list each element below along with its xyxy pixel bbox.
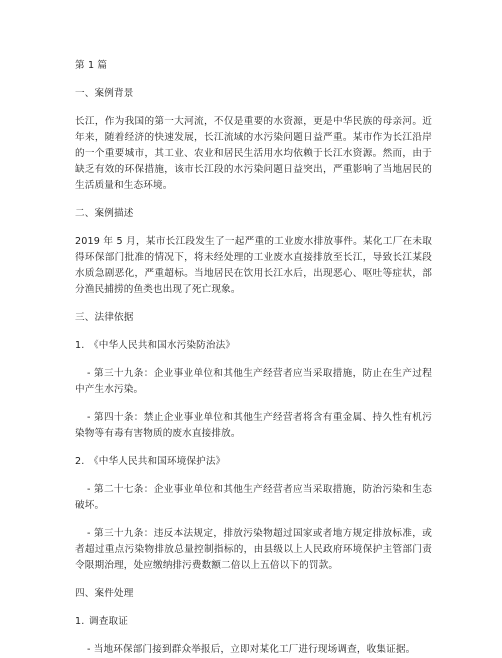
law-title: 《中华人民共和国环境保护法》 xyxy=(89,456,226,467)
list-number: 1. xyxy=(75,340,85,351)
law-article-bullet: - 第三十九条：违反本法规定，排放污染物超过国家或者地方规定排放标准，或者超过重点污染物排放总量控制指标的，由县级以上人民政府环境保护主管部门责令限期治理，处应缴纳排污费数额二倍以上五倍以下的罚款。 xyxy=(75,528,432,571)
law-article-bullet: - 第三十九条：企业事业单位和其他生产经营者应当采取措施，防止在生产过程中产生水污染。 xyxy=(75,368,432,395)
paragraph-background: 长江，作为我国的第一大河流，不仅是重要的水资源，更是中华民族的母亲河。近年来，随着经济的快速发展，长江流域的水污染问题日益严重。某市作为长江沿岸的一个重要城市，其工业、农业和居民生活用水均依赖于长江水资源。然而，由于缺乏有效的环保措施，该市长江段的水污染问题日益突出，严重影响了当地居民的生活质量和生态环境。 xyxy=(75,116,432,191)
law-article-bullet: - 第二十七条：企业事业单位和其他生产经营者应当采取措施，防治污染和生态破坏。 xyxy=(75,484,432,511)
procedure-title: 调查取证 xyxy=(89,616,128,627)
page-label: 第 1 篇 xyxy=(75,60,108,71)
law-title: 《中华人民共和国水污染防治法》 xyxy=(89,340,236,351)
law-item-environmental-protection xyxy=(75,454,432,470)
section-heading-description: 二、案例描述 xyxy=(75,208,134,219)
paragraph-description: 2019 年 5 月，某市长江段发生了一起严重的工业废水排放事件。某化工厂在未取得环保部门批准的情况下，将未经处理的工业废水直接排放至长江，导致长江某段水质急剧恶化，严重超标。当地居民在饮用长江水后，出现恶心、呕吐等症状，部分渔民捕捞的鱼类也出现了死亡现象。 xyxy=(75,236,432,295)
section-heading-legal-basis: 三、法律依据 xyxy=(75,312,134,323)
list-number: 1. xyxy=(75,616,85,627)
section-heading-background: 一、案例背景 xyxy=(75,88,134,99)
law-item-water-pollution xyxy=(75,338,432,354)
procedure-item-investigation xyxy=(75,614,432,630)
law-article-bullet: - 第四十条：禁止企业事业单位和其他生产经营者将含有重金属、持久性有机污染物等有毒有害物质的废水直接排放。 xyxy=(75,412,432,439)
section-heading-case-handling: 四、案件处理 xyxy=(75,588,134,599)
procedure-bullet: - 当地环保部门接到群众举报后，立即对某化工厂进行现场调查，收集证据。 xyxy=(87,644,416,655)
list-number: 2. xyxy=(75,456,85,467)
